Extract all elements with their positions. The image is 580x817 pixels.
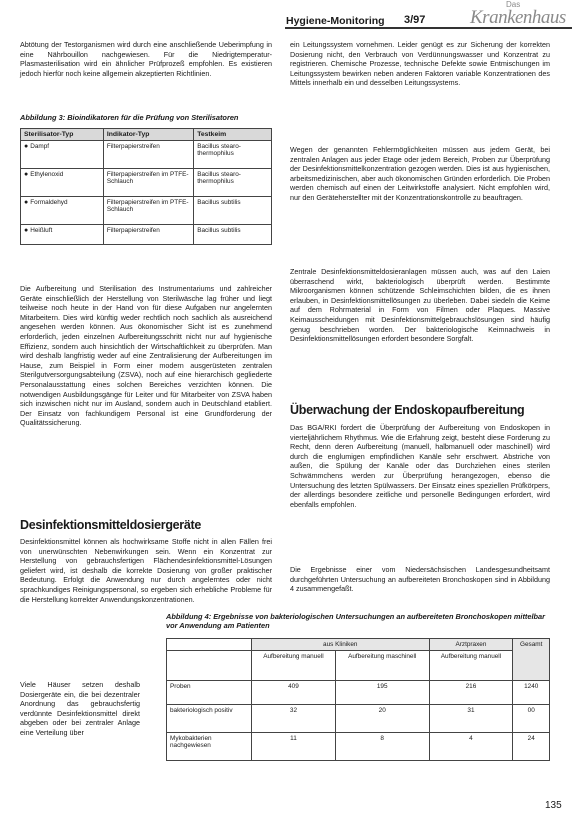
right-paragraph-3: Zentrale Desinfektionsmitteldosieranlagen müssen auch, was auf den Laien überraschend wirkt, bakteriologisch überprüft werden. Bestimmte Mikroorganismen können schützende Schleimschichten bilden, die es ihnen erlauben, in Desinfektionsmittellösungen zu überleben. Dabei siedeln die Keime auf dem Rohrmaterial in Form von Filmen oder Plaques. Massive Keimausscheidungen mit Desinfektionsmittelgebrauchslösungen sind häufig genug beschrieben worden. Der bakteriologische Keimnachweis in Desinfektionsmittellösungen erfordert besondere Sorgfalt. (290, 267, 550, 344)
table4-row-label: Mykobakterien nachgewiesen (167, 733, 252, 761)
right-paragraph-1: ein Leitungssystem vornehmen. Leider genügt es zur Sicherung der korrekten Dosierung nicht, den Verbrauch von Verdünnungswasser und Konzentrat zu registrieren. Chemische Prozesse, technische Defekte sowie Entmischungen im Leitungssystem bewirken neben anderen Faktoren variable Konzentrationen des Mittels innerhalb ein und desselben Leitungssystems. (290, 40, 550, 88)
table-row (167, 681, 550, 705)
table4-cell: 4 (429, 733, 513, 761)
table4-corner (167, 639, 252, 651)
section-heading-dosing: Desinfektionsmitteldosiergeräte (20, 518, 202, 532)
left-paragraph-3: Desinfektionsmittel können als hochwirksame Stoffe nicht in allen Fällen frei von unerwünschten Nebenwirkungen sein. Wenn ein Konzentrat zur Herstellung von gebrauchsfertigen Flächendesinfektionsmittel-Lösungen geliefert wird, ist deshalb die korrekte Dosierung von großer praktischer Bedeutung. Erfolgt die Anwendung nur durch angelerntes oder nicht sprachkundiges Reinigungspersonal, so ergeben sich erhebliche Probleme für die Herstellung korrekter Anwendungskonzentrationen. (20, 537, 272, 604)
table-row (21, 141, 272, 169)
table4-cell: 24 (513, 733, 550, 761)
table-row (21, 169, 272, 197)
table3-cell: Bacillus subtilis (194, 225, 272, 245)
table4-group-header: aus Kliniken (252, 639, 430, 651)
running-header (0, 0, 580, 26)
table4-cell: 409 (252, 681, 336, 705)
table3-cell: ● Dampf (21, 141, 104, 169)
table3-cell: Filterpapierstreifen im PTFE-Schlauch (103, 169, 193, 197)
table3-header: Sterilisator-Typ (21, 129, 104, 141)
table-row (21, 225, 272, 245)
right-paragraph-2: Wegen der genannten Fehlermöglichkeiten müssen aus jedem Gerät, bei zentralen Anlagen aus jeder Etage oder jedem Bereich, Proben zur Überprüfung der Desinfektionsmittelkonzentration gezogen werden. Dies ist aus hygienischen, arbeitsmedizinischen, aber auch ökonomischen Gründen erforderlich. Die Proben werden chemisch auf einen der Leitwirkstoffe analysiert. Nicht empfohlen wird, nur den Geräteherstellter mit der Konzentrationskontrolle zu beauftragen. (290, 145, 550, 202)
table3-cell: ● Formaldehyd (21, 197, 104, 225)
left-paragraph-2: Die Aufbereitung und Sterilisation des Instrumentariums und zahlreicher Geräte einschließlich der Herstellung von Sterilwäsche lag früher und liegt teilweise noch heute in der Hand von für diese Aufgaben nur angelernten Mitarbeitern. Dies wird künftig weder rechtlich noch sachlich als ausreichend angesehen werden können. Aus ökonomischer Sicht ist es zunehmend erforderlich, jeden einzelnen Aufbereitungsschritt nicht nur auf hygienische Effizienz, sondern auch hinsichtlich der Wirtschaftlichkeit zu überprüfen. Man wird deshalb langfristig weder auf eine Zentralisierung der Aufbereitungen im Hause, zum Beispiel in Form einer modern ausgerüsteten zentralen Sterilgutversorgungsabteilung (ZSVA), noch auf eine hierarchisch gegliederte Personalausstattung eines solchen Bereiches verzichten können. Die notwendigen Ausbildungsgänge für Leiter und für Mitarbeiter von ZSVA haben sich inzwischen nicht nur im Ausland, sondern auch in Deutschland etabliert. Der Einsatz von fachkundigem Personal ist eine Grundforderung der Qualitätssicherung. (20, 284, 272, 428)
table4-cell: 32 (252, 705, 336, 733)
page-number: 135 (545, 800, 562, 811)
table3-cell: Bacillus stearo-thermophilus (194, 141, 272, 169)
table4-cell: 8 (335, 733, 429, 761)
table3-header: Testkeim (194, 129, 272, 141)
table3-cell: Bacillus subtilis (194, 197, 272, 225)
issue-number: 3/97 (404, 14, 426, 26)
table-row (167, 705, 550, 733)
table4-cell: 31 (429, 705, 513, 733)
table3-cell: Filterpapierstreifen (103, 141, 193, 169)
table4-row-label: Proben (167, 681, 252, 705)
table4-corner (167, 651, 252, 681)
table4-sub-header-row (167, 651, 550, 681)
table4 (166, 638, 550, 761)
header-rule (285, 27, 572, 29)
table4-caption: Abbildung 4: Ergebnisse von bakteriologischen Untersuchungen an aufbereiteten Bronchoskopen mittelbar vor Anwendung am Patienten (166, 612, 546, 631)
table4-cell: 195 (335, 681, 429, 705)
table3-cell: Bacillus stearo-thermophilus (194, 169, 272, 197)
table4-cell: 00 (513, 705, 550, 733)
table4-row-label: bakteriologisch positiv (167, 705, 252, 733)
table-row (21, 197, 272, 225)
journal-logo: Krankenhaus (470, 7, 566, 28)
table4-cell: 20 (335, 705, 429, 733)
brand-prefix: Das (506, 0, 521, 9)
table3-caption: Abbildung 3: Bioindikatoren für die Prüfung von Sterilisatoren (20, 113, 239, 122)
table3-cell: Filterpapierstreifen im PTFE-Schlauch (103, 197, 193, 225)
bullet-icon: ● (24, 227, 29, 234)
table3-header: Indikator-Typ (103, 129, 193, 141)
table4-cell: 1240 (513, 681, 550, 705)
table3-cell: Filterpapierstreifen (103, 225, 193, 245)
table4-sub-header: Aufbereitung manuell (252, 651, 336, 681)
left-paragraph-4: Viele Häuser setzen deshalb Dosiergeräte ein, die bei dezentraler Anordnung das gebrauchsfertig verdünnte Desinfektionsmittel direkt abgeben oder bei zentraler Anlage eine Verteilung über (20, 680, 140, 737)
left-paragraph-1: Abtötung der Testorganismen wird durch eine anschließende Ueberimpfung in eine Nährbouillon nachgewiesen. Für die Niedrigtemperatur-Plasmasterilisation wird ein ähnlicher Prüfprozeß empfohlen. Es existieren jedoch hierfür noch keine allgemein akzeptierten Richtlinien. (20, 40, 272, 78)
table4-cell: 216 (429, 681, 513, 705)
table4-cell: 11 (252, 733, 336, 761)
table-row (167, 733, 550, 761)
table4-group-header-row (167, 639, 550, 651)
table3 (20, 128, 272, 245)
right-paragraph-5: Die Ergebnisse einer vom Niedersächsischen Landesgesundheitsamt durchgeführten Untersuchung an aufbereiteten Bronchoskopen sind in Abbildung 4 zusammengefaßt. (290, 565, 550, 594)
section-title: Hygiene-Monitoring (286, 15, 385, 27)
right-paragraph-4: Das BGA/RKI fordert die Überprüfung der Aufbereitung von Endoskopen in vierteljährlichem Rhythmus. Wie die Erfahrung zeigt, besteht diese Forderung zu Recht, denn deren Aufbereitung (manuell, halbmanuell oder maschinell) wird durch die englumigen empfindlichen Kanäle sehr erschwert. Abstriche von außen, die Spülung der Kanäle oder das Durchziehen eines sterilen Schwämmchens werden zur Überprüfung herangezogen, ebenso die Untersuchung des letzten Spülwassers. Der Einsatz eines speziellen Prüfkörpers, der allerdings besondere zeitliche und personelle Bedingungen erfordert, wird ebenfalls empfohlen. (290, 423, 550, 509)
bullet-icon: ● (24, 199, 29, 206)
table3-cell: ● Ethylenoxid (21, 169, 104, 197)
table4-group-header: Arztpraxen (429, 639, 513, 651)
table4-sub-header: Aufbereitung maschinell (335, 651, 429, 681)
bullet-icon: ● (24, 143, 29, 150)
table4-sub-header: Aufbereitung manuell (429, 651, 513, 681)
table3-cell: ● Heißluft (21, 225, 104, 245)
section-heading-endoscopy: Überwachung der Endoskopaufbereitung (290, 403, 525, 417)
bullet-icon: ● (24, 171, 29, 178)
table3-header-row (21, 129, 272, 141)
table4-group-header: Gesamt (513, 639, 550, 681)
